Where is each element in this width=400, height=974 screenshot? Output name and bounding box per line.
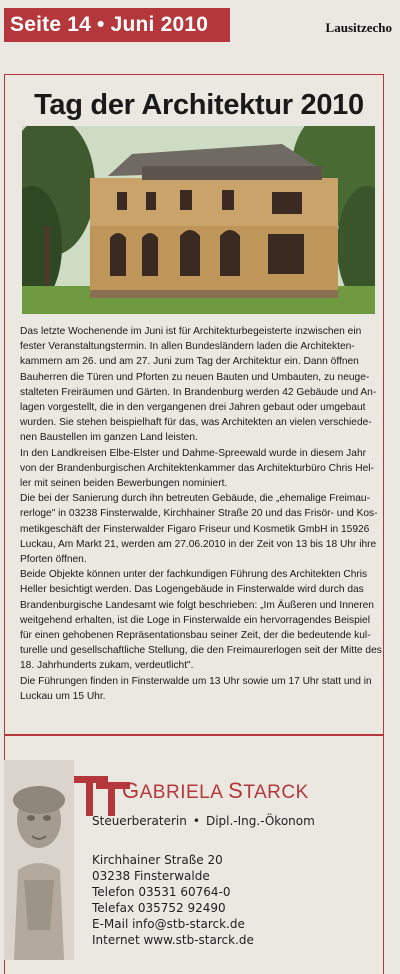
body-line: von der Brandenburgischen Architektenkammer das Architekturbüro Chris Hel- [20, 462, 374, 474]
body-line: nen Baustellen im ganzen Land leisten. [20, 432, 198, 444]
body-line: fester Veranstaltungstermin. In allen Bundesländern laden die Architekten- [20, 341, 355, 353]
body-line: rerloge" in 03238 Finsterwalde, Kirchhainer Straße 20 und das Frisör- und Kos- [20, 508, 378, 520]
body-line: Das letzte Wochenende im Juni ist für Architekturbegeisterte inzwischen ein [20, 326, 362, 337]
body-line: Die Führungen finden in Finsterwalde um 13 Uhr sowie um 17 Uhr statt und in [20, 675, 372, 687]
body-line: Pforten öffnen. [20, 554, 87, 566]
body-line: Luckau, Am Markt 21, werden am 27.06.2010 in der Zeit von 13 bis 18 Uhr ihre [20, 538, 377, 550]
ad-email[interactable]: E-Mail info@stb-starck.de [92, 917, 245, 931]
body-line: In den Landkreisen Elbe-Elster und Dahme-Spreewald wurde in diesem Jahr [20, 447, 366, 459]
body-line: lagen vorgestellt, die in den vergangenen drei Jahren gebaut oder umgebaut [20, 402, 366, 414]
villa-photo-icon [22, 126, 375, 314]
body-line: turelle und gesellschaftliche Stellung, die den Freimaurerlogen seit der Mitte des [20, 645, 382, 657]
page-header-bar [4, 8, 230, 42]
ad-website[interactable]: Internet www.stb-starck.de [92, 933, 254, 947]
body-line: Brandenburgische Landesamt wie folgt beschrieben: „Im Äußeren und Inneren [20, 599, 374, 611]
ad-city: 03238 Finsterwalde [92, 869, 210, 883]
ad-fax: Telefax 035752 92490 [92, 901, 226, 915]
article-body [20, 324, 382, 704]
body-line: weitgehend erhalten, ist die Loge in Finsterwalde ein hervorragendes Beispiel [20, 614, 370, 626]
body-line: Bauherren die Türen und Pforten zu neuen Bauten und Umbauten, zu neuge- [20, 371, 370, 383]
relief-icon [4, 760, 74, 960]
issue-date: Juni 2010 [110, 13, 209, 36]
header-separator: • [97, 13, 105, 36]
body-line: Luckau um 15 Uhr. [20, 690, 106, 702]
body-line: für einen gehobenen Repräsentationsbau seiner Zeit, der die bedeutende kul- [20, 630, 371, 642]
body-line: 18. Jahrhunderts zukam, verdeutlicht". [20, 660, 194, 672]
body-line: ler mit seinen beiden Bewerbungen nominiert. [20, 478, 228, 490]
body-line: Heller besichtigt werden. Das Logengebäude in Finsterwalde wird durch das [20, 584, 364, 596]
body-line: metikgeschäft der Finsterwalder Figaro Friseur und Kosmetik GmbH in 15926 [20, 523, 370, 535]
advertiser-name: GABRIELA STARCK [122, 778, 309, 803]
publisher-name: Lausitzecho [325, 20, 392, 35]
article-headline: Tag der Architektur 2010 [34, 89, 364, 121]
stone-relief-figure [4, 760, 74, 960]
ad-phone: Telefon 03531 60764-0 [92, 885, 231, 899]
body-line: Die bei der Sanierung durch ihn betreuten Gebäude, die „ehemalige Freimau- [20, 493, 370, 505]
advertiser-title: Steuerberaterin • Dipl.-Ing.-Ökonom [92, 814, 315, 828]
body-line: Beide Objekte können unter der fachkundigen Führung des Architekten Chris [20, 569, 368, 581]
body-line: kammern am 26. und am 27. Juni zum Tag der Architektur ein. Dann öffnen [20, 356, 359, 368]
article-photo [22, 126, 375, 314]
ad-street: Kirchhainer Straße 20 [92, 853, 223, 867]
page-number: Seite 14 [10, 13, 91, 36]
body-line: stalteten Freiräumen und Gärten. In Brandenburg werden 42 Gebäude und An- [20, 386, 377, 398]
body-line: wurden. Sie stehen beispielhaft für das, was Architekten an vielen verschiede- [20, 417, 372, 429]
